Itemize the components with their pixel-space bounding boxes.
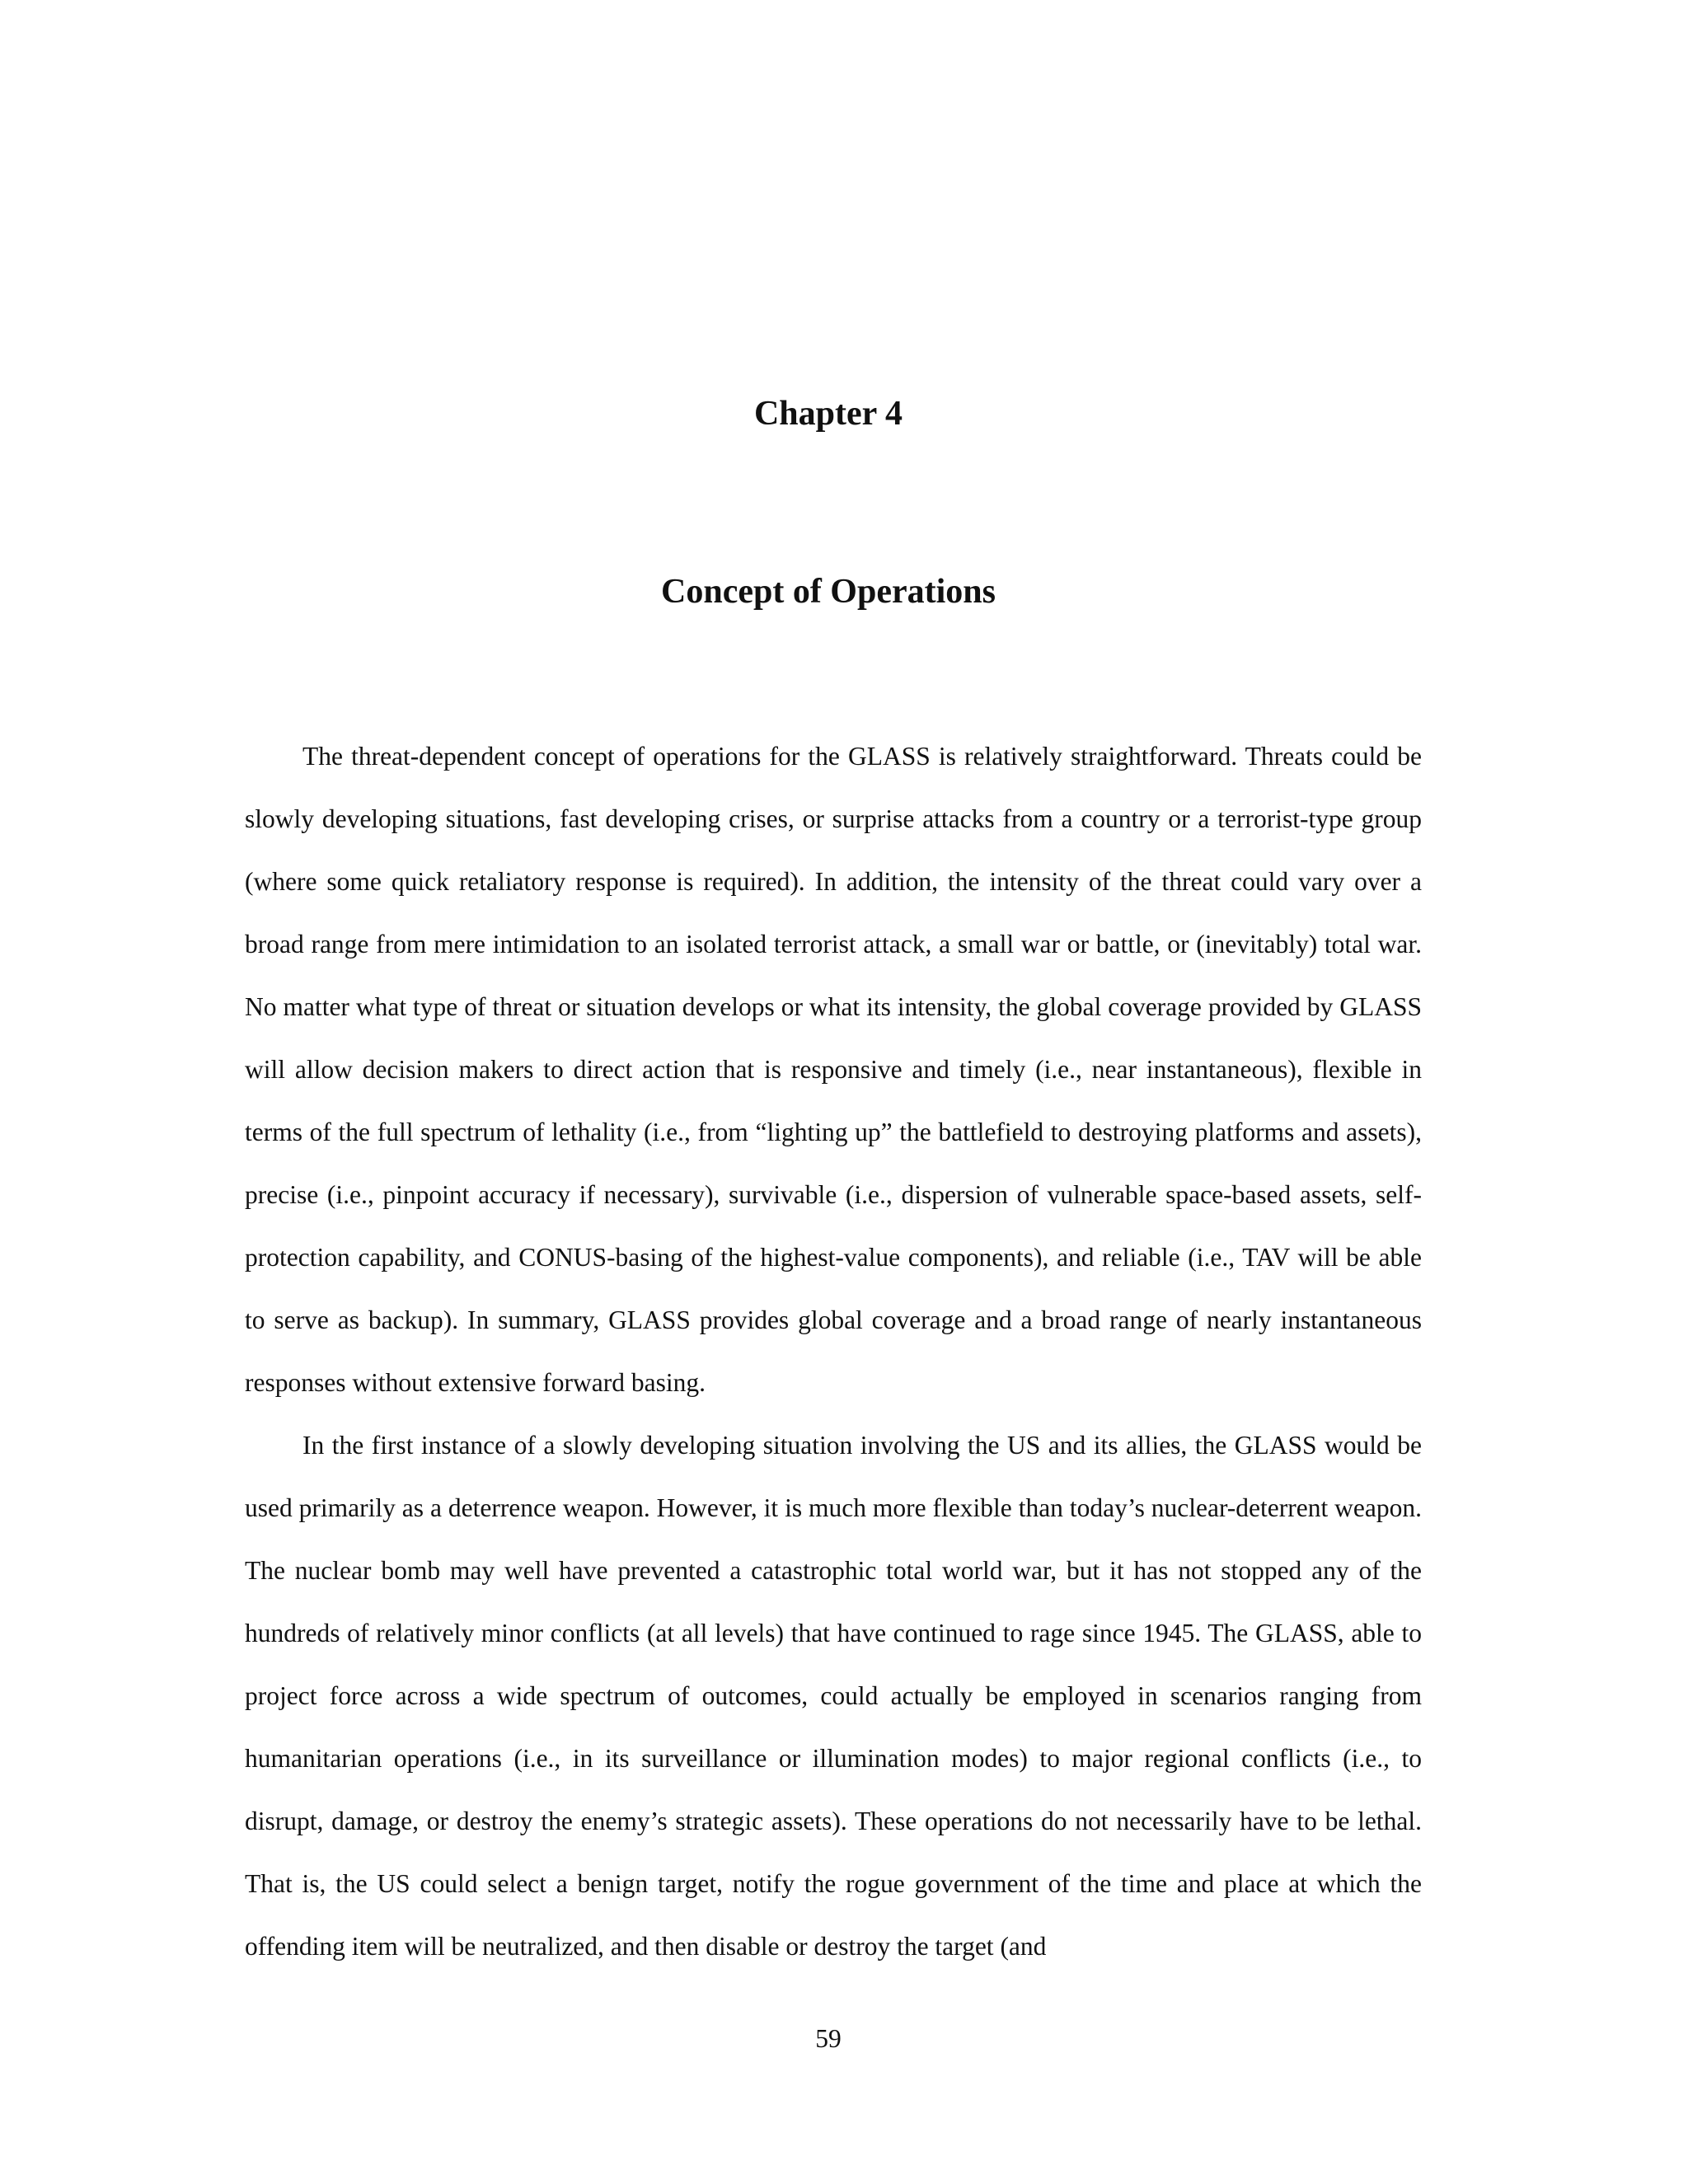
chapter-title: Concept of Operations <box>661 573 996 611</box>
chapter-label: Chapter 4 <box>753 395 903 433</box>
chapter-body <box>245 725 1422 1978</box>
body-paragraph-1: The threat-dependent concept of operations for the GLASS is relatively straightforward. Threats could be slowly developing situations, fast developing crises, or surprise attacks from a country or a terrorist-type group (where some quick retaliatory response is required). In addition, the intensity of the threat could vary over a broad range from mere intimidation to an isolated terrorist attack, a small war or battle, or (inevitably) total war. No matter what type of threat or situation develops or what its intensity, the global coverage provided by GLASS will allow decision makers to direct action that is responsive and timely (i.e., near instantaneous), flexible in terms of the full spectrum of lethality (i.e., from “lighting up” the battlefield to destroying platforms and assets), precise (i.e., pinpoint accuracy if necessary), survivable (i.e., dispersion of vulnerable space-based assets, self-protection capability, and CONUS-basing of the highest-value components), and reliable (i.e., TAV will be able to serve as backup). In summary, GLASS provides global coverage and a broad range of nearly instantaneous responses without extensive forward basing. <box>245 742 1422 1397</box>
page-number: 59 <box>815 2024 842 2053</box>
body-paragraph-2: In the first instance of a slowly developing situation involving the US and its allies, the GLASS would be used primarily as a deterrence weapon. However, it is much more flexible than today’s nuclear-deterrent weapon. The nuclear bomb may well have prevented a catastrophic total world war, but it has not stopped any of the hundreds of relatively minor conflicts (at all levels) that have continued to rage since 1945. The GLASS, able to project force across a wide spectrum of outcomes, could actually be employed in scenarios ranging from humanitarian operations (i.e., in its surveillance or illumination modes) to major regional conflicts (i.e., to disrupt, damage, or destroy the enemy’s strategic assets). These operations do not necessarily have to be lethal. That is, the US could select a benign target, notify the rogue government of the time and place at which the offending item will be neutralized, and then disable or destroy the target (and <box>245 1431 1422 1961</box>
